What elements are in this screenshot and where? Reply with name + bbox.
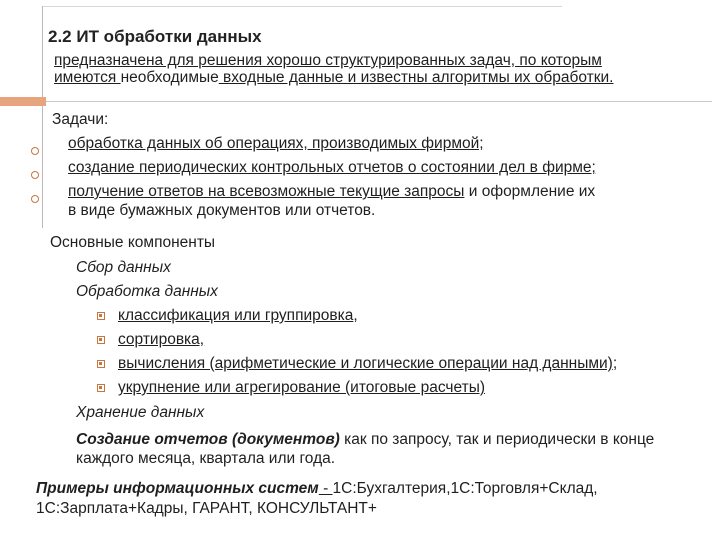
- processing-sub-3-tail: ;: [612, 355, 618, 372]
- reports-description: как по запросу, так и периодически в конце каждого месяца, квартала или года.: [76, 431, 655, 467]
- square-bullet-icon: [97, 312, 105, 320]
- processing-sub-1: [118, 307, 358, 325]
- task-item-3b: и оформление их: [464, 183, 596, 200]
- examples-label: Примеры информационных систем: [36, 480, 319, 497]
- examples-paragraph: [36, 479, 706, 519]
- square-bullet-icon: [97, 336, 105, 344]
- task-bullet-3: [31, 190, 39, 208]
- processing-sub-4: укрупнение или агрегирование (итоговые расчеты): [118, 379, 486, 396]
- examples-text: 1С:Бухгалтерия,1С:Торговля+Склад, 1С:Зарплата+Кадры, ГАРАНТ, КОНСУЛЬТАНТ+: [36, 480, 598, 517]
- component-collection: Сбор данных: [76, 259, 171, 276]
- slide-frame-top: [42, 6, 562, 7]
- divider-line: [46, 101, 712, 102]
- processing-sub-3-text: вычисления (арифметические и логические операции над данными): [118, 355, 613, 372]
- processing-sub-2: сортировка,: [118, 331, 205, 348]
- intro-paragraph: [54, 52, 613, 86]
- task-bullet-2: [31, 166, 39, 184]
- examples-dash: -: [318, 480, 333, 497]
- task-item-1: обработка данных об операциях, производимых фирмой;: [68, 135, 484, 152]
- circle-bullet-icon: [31, 147, 39, 155]
- intro-line-1: предназначена для решения хорошо структурированных задач, по которым: [54, 52, 602, 69]
- square-bullet-icon: [97, 384, 105, 392]
- components-heading: Основные компоненты: [50, 234, 216, 251]
- square-bullet-icon: [97, 360, 105, 368]
- task-item-3a: получение ответов на всевозможные текущие запросы: [68, 183, 465, 200]
- intro-line-2b: необходимые: [120, 69, 219, 86]
- reports-title: Создание отчетов (документов): [76, 431, 340, 448]
- component-reports: [76, 430, 706, 468]
- component-processing: Обработка данных: [76, 283, 218, 300]
- accent-bar: [0, 97, 46, 106]
- task-item-3: [68, 183, 595, 201]
- circle-bullet-icon: [31, 171, 39, 179]
- processing-sub-1-tail: ,: [353, 307, 358, 324]
- intro-line-2a: имеются: [54, 69, 121, 86]
- processing-sub-3: [118, 355, 617, 373]
- tasks-heading: Задачи:: [52, 111, 109, 128]
- slide-title: 2.2 ИТ обработки данных: [48, 27, 262, 46]
- task-item-3-line-2: в виде бумажных документов или отчетов.: [68, 202, 376, 219]
- intro-line-2c: входные данные и известны алгоритмы их обработки.: [218, 69, 614, 86]
- circle-bullet-icon: [31, 195, 39, 203]
- intro-line-2: [54, 69, 613, 86]
- processing-sub-1-text: классификация или группировка: [118, 307, 354, 324]
- task-bullet-1: [31, 142, 39, 160]
- slide-frame-left: [42, 6, 43, 228]
- task-item-2: создание периодических контрольных отчетов о состоянии дел в фирме;: [68, 159, 596, 176]
- component-storage: Хранение данных: [76, 404, 205, 421]
